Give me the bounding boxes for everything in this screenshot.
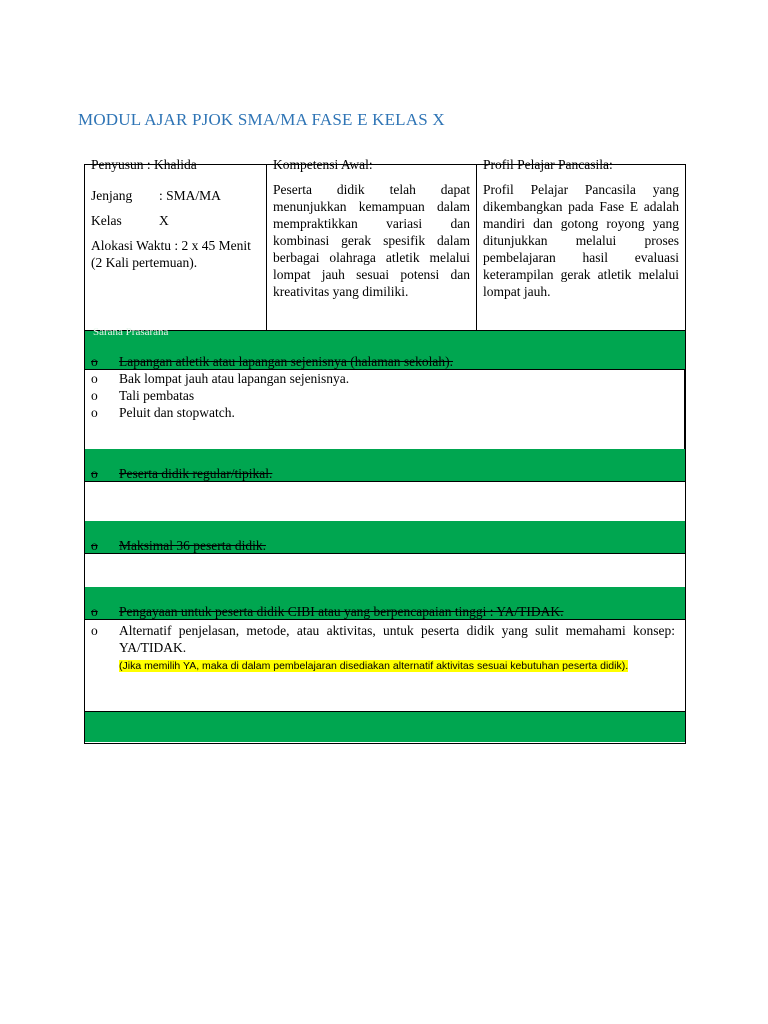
assessment-item-2: o Alternatif penjelasan, metode, atau aktivitas, untuk peserta didik yang sulit memahami konsep: YA/TIDAK. (Jika memilih YA, maka di dalam pembelajaran disediakan alternatif aktivitas sesuai kebutuhan peserta didik). (91, 623, 675, 672)
assessment-note: (Jika memilih YA, maka di dalam pembelajaran disediakan alternatif aktivitas sesuai kebutuhan peserta didik). (119, 660, 629, 672)
sarana-header-band (85, 326, 685, 369)
assessment-header-band (85, 587, 685, 619)
profil-text: Profil Pelajar Pancasila yang dikembangkan pada Fase E adalah mandiri dan gotong royong yang ditunjukkan melalui proses pembelajaran hasil evaluasi keterampilan gerak atletik melalui lompat jauh. (483, 182, 679, 299)
assessment-box (85, 619, 685, 711)
kelas-value: X (159, 213, 169, 228)
identity-row (85, 157, 685, 331)
target-box (85, 481, 685, 521)
kompetensi-text: Peserta didik telah dapat menunjukkan kemampuan dalam mempraktikkan variasi dan kombinasi gerak spesifik dalam berbagai olahraga atletik melalui lompat jauh sesuai potensi dan kreativitas yang dimiliki. (273, 182, 470, 299)
jumlah-box (85, 553, 685, 587)
target-item: o Peserta didik regular/tipikal. (91, 466, 273, 481)
kelas-label: Kelas (91, 213, 122, 228)
profil-column (477, 157, 685, 330)
sarana-list (85, 369, 685, 449)
assessment-item-1: o Pengayaan untuk peserta didik CIBI atau yang berpencapaian tinggi : YA/TIDAK. (91, 604, 564, 619)
jenjang-label: Jenjang (91, 188, 133, 203)
sarana-item-1: o Lapangan atletik atau lapangan sejenisnya (halaman sekolah). (91, 354, 453, 369)
identity-column (85, 157, 267, 330)
author-label: Penyusun : Khalida (91, 157, 197, 172)
alokasi-waktu: Alokasi Waktu : 2 x 45 Menit (2 Kali pertemuan). (91, 238, 251, 270)
jumlah-header-band (85, 521, 685, 553)
module-table (84, 157, 686, 744)
kompetensi-heading: Kompetensi Awal: (273, 157, 373, 172)
sarana-item-2: o Bak lompat jauh atau lapangan sejenisnya. (91, 371, 350, 386)
profil-heading: Profil Pelajar Pancasila: (483, 157, 613, 172)
kompetensi-column (267, 157, 477, 330)
jumlah-item: o Maksimal 36 peserta didik. (91, 538, 266, 553)
document-title: MODUL AJAR PJOK SMA/MA FASE E KELAS X (78, 110, 445, 129)
jenjang-value: : SMA/MA (159, 188, 221, 203)
target-header-band (85, 449, 685, 481)
sarana-item-4: o Peluit dan stopwatch. (91, 405, 235, 420)
sarana-heading: Sarana Prasarana (93, 326, 169, 338)
bottom-band (85, 711, 685, 742)
sarana-item-3: o Tali pembatas (91, 388, 195, 403)
